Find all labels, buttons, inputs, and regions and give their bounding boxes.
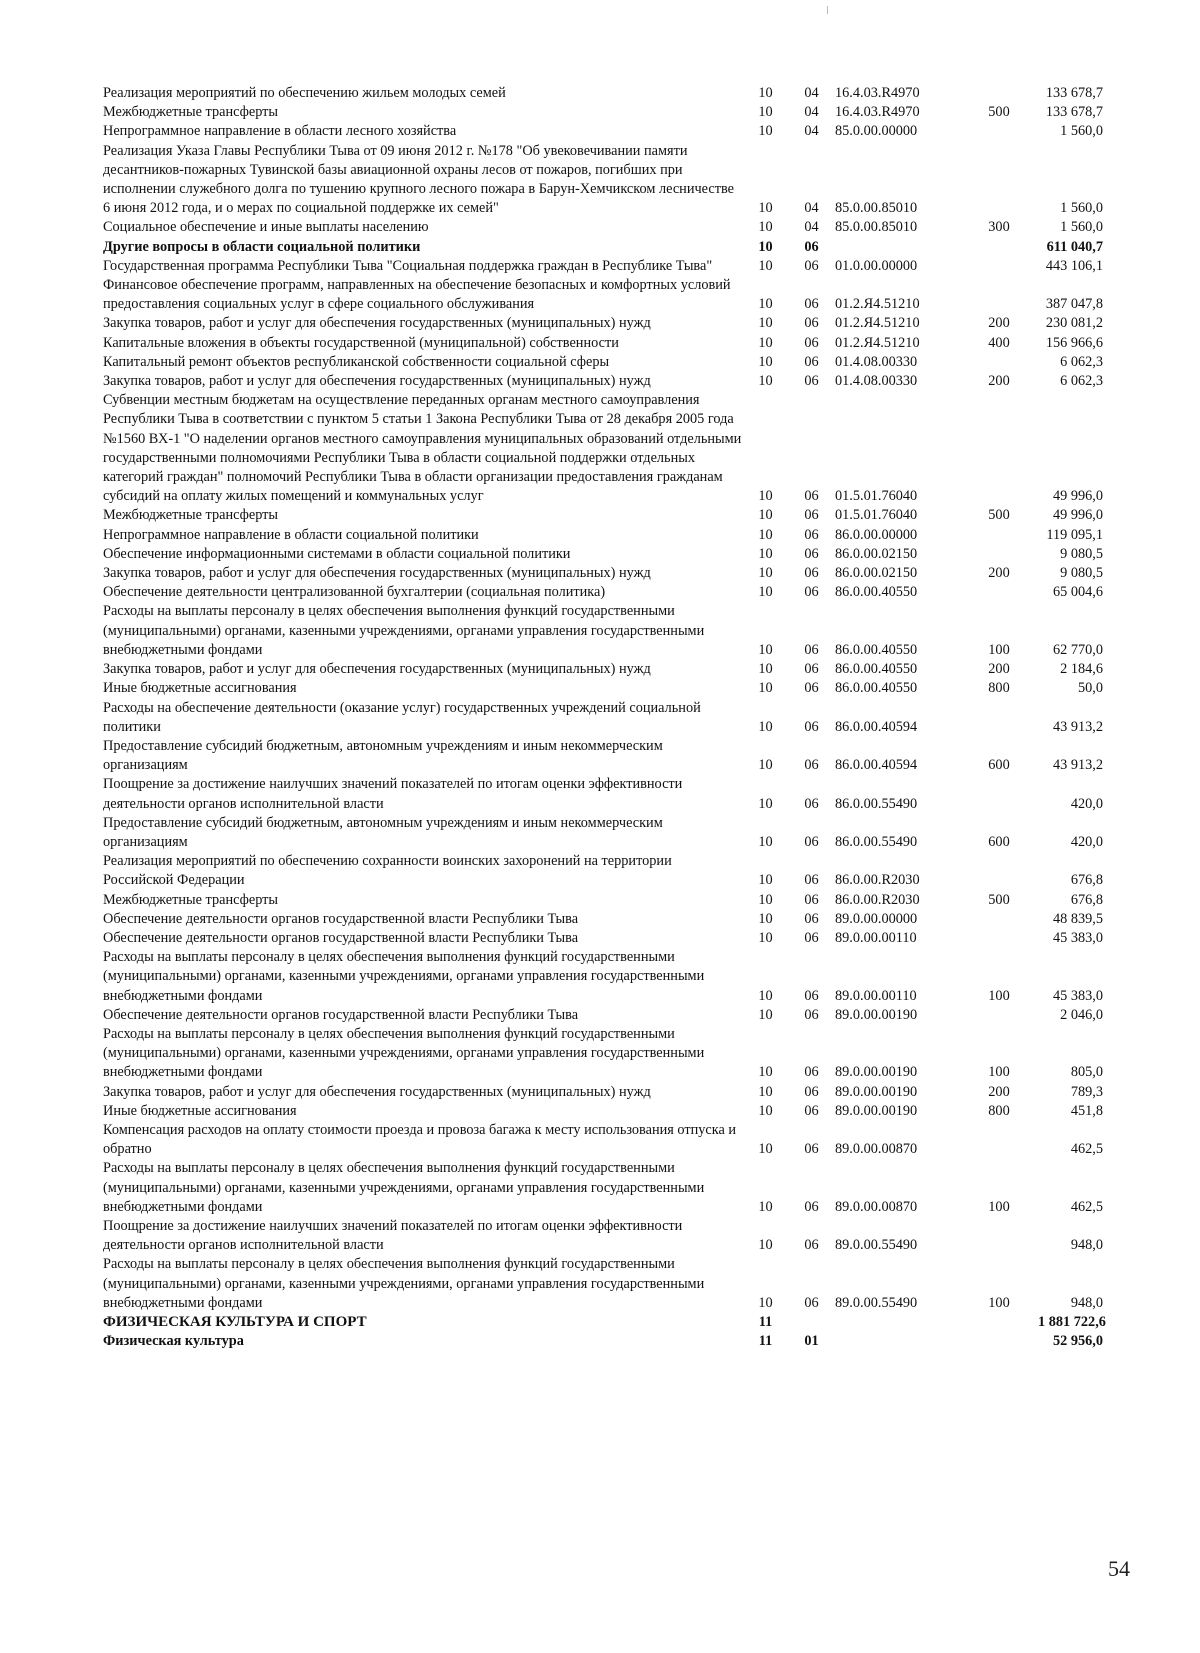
target-article-code: 89.0.00.00870 xyxy=(835,1198,918,1215)
section-code: 10 xyxy=(758,718,773,735)
target-article-code: 89.0.00.00000 xyxy=(835,910,918,927)
expense-type-code xyxy=(960,142,1038,219)
expense-type-code xyxy=(960,1313,1038,1332)
subsection-code: 01 xyxy=(804,1333,819,1350)
subsection-code: 06 xyxy=(804,987,819,1004)
section-code: 10 xyxy=(758,123,773,140)
row-name: Физическая культура xyxy=(103,1333,244,1350)
amount: 133 678,7 xyxy=(1045,85,1103,101)
expense-type-code xyxy=(960,1332,1038,1351)
section-code: 10 xyxy=(758,526,773,543)
section-code: 10 xyxy=(758,565,773,582)
table-row xyxy=(103,391,1103,506)
table-row xyxy=(103,526,1103,545)
section-code: 10 xyxy=(758,85,773,101)
table-row xyxy=(103,699,1103,737)
section-code: 10 xyxy=(758,334,773,351)
subsection-code: 06 xyxy=(804,315,819,332)
subsection-code: 06 xyxy=(804,1102,819,1119)
target-article-code: 89.0.00.00190 xyxy=(835,1102,918,1119)
table-row xyxy=(103,583,1103,602)
subsection-code: 06 xyxy=(804,373,819,390)
section-code: 10 xyxy=(758,641,773,658)
target-article-code: 01.5.01.76040 xyxy=(835,488,918,505)
target-article-code: 89.0.00.55490 xyxy=(835,1294,918,1311)
row-name: Финансовое обеспечение программ, направленных на обеспечение безопасных и комфортных условий предоставления социальных услуг в сфере социального обслуживания xyxy=(103,277,731,313)
row-name: Капитальные вложения в объекты государственной (муниципальной) собственности xyxy=(103,334,619,351)
amount: 52 956,0 xyxy=(1052,1333,1103,1350)
row-name: Компенсация расходов на оплату стоимости проезда и провоза багажа к месту использования отпуска и обратно xyxy=(103,1121,737,1158)
target-article-code: 89.0.00.00190 xyxy=(835,1083,918,1100)
amount: 443 106,1 xyxy=(1045,257,1103,274)
section-code: 10 xyxy=(758,488,773,505)
expense-type-code: 800 xyxy=(988,680,1010,697)
subsection-code: 06 xyxy=(804,891,819,908)
table-row xyxy=(103,103,1103,122)
expense-type-code xyxy=(960,257,1038,276)
subsection-code: 06 xyxy=(804,1141,819,1158)
target-article-code: 85.0.00.85010 xyxy=(835,200,918,217)
subsection-code: 06 xyxy=(804,680,819,697)
page-number: 54 xyxy=(1108,1556,1130,1581)
expense-type-code xyxy=(960,526,1038,545)
expense-type-code: 400 xyxy=(988,334,1010,351)
subsection-code: 06 xyxy=(804,238,819,255)
amount: 48 839,5 xyxy=(1052,910,1103,927)
section-code: 10 xyxy=(758,296,773,313)
table-row xyxy=(103,1102,1103,1121)
row-name: Расходы на выплаты персоналу в целях обеспечения выполнения функций государственными (муниципальными) органами, казенными учреждениями, органами управления государственными внебюджетными фондами xyxy=(103,603,705,658)
row-name: Социальное обеспечение и иные выплаты населению xyxy=(103,219,429,236)
table-row xyxy=(103,602,1103,660)
target-article-code: 01.2.Я4.51210 xyxy=(835,315,920,332)
section-code: 10 xyxy=(758,200,773,217)
expense-type-code: 800 xyxy=(988,1102,1010,1119)
table-row xyxy=(103,122,1103,141)
subsection-code: 06 xyxy=(804,545,819,562)
row-name: Расходы на выплаты персоналу в целях обеспечения выполнения функций государственными (муниципальными) органами, казенными учреждениями, органами управления государственными внебюджетными фондами xyxy=(103,1160,705,1215)
section-code: 10 xyxy=(758,910,773,927)
section-code: 10 xyxy=(758,1006,773,1023)
expense-type-code: 200 xyxy=(988,373,1010,390)
amount: 1 560,0 xyxy=(1060,200,1103,217)
target-article-code: 89.0.00.00190 xyxy=(835,1064,918,1081)
table-row xyxy=(103,1159,1103,1217)
table-row xyxy=(103,257,1103,276)
row-name: Межбюджетные трансферты xyxy=(103,891,279,908)
table-row xyxy=(103,314,1103,333)
row-name: Расходы на выплаты персоналу в целях обеспечения выполнения функций государственными (муниципальными) органами, казенными учреждениями, органами управления государственными внебюджетными фондами xyxy=(103,949,705,1004)
amount: 62 770,0 xyxy=(1052,641,1103,658)
row-name: Обеспечение деятельности органов государственной власти Республики Тыва xyxy=(103,1006,579,1023)
section-code: 10 xyxy=(758,353,773,370)
amount: 805,0 xyxy=(1070,1064,1103,1081)
table-row xyxy=(103,929,1103,948)
row-name: Обеспечение информационными системами в области социальной политики xyxy=(103,545,571,562)
row-name: Предоставление субсидий бюджетным, автономным учреждениям и иным некоммерческим организациям xyxy=(103,737,663,774)
amount: 1 881 722,6 xyxy=(1038,1314,1106,1330)
expense-type-code xyxy=(960,1006,1038,1025)
table-row xyxy=(103,564,1103,583)
amount: 9 080,5 xyxy=(1060,565,1103,582)
expense-type-code xyxy=(960,852,1038,890)
section-code: 10 xyxy=(758,1064,773,1081)
budget-rows xyxy=(103,84,1106,1351)
amount: 230 081,2 xyxy=(1045,315,1103,332)
target-article-code: 16.4.03.R4970 xyxy=(835,104,920,121)
target-article-code: 01.2.Я4.51210 xyxy=(835,296,920,313)
expense-type-code: 200 xyxy=(988,565,1010,582)
subsection-code: 06 xyxy=(804,526,819,543)
target-article-code: 89.0.00.00870 xyxy=(835,1141,918,1158)
row-name: Межбюджетные трансферты xyxy=(103,104,279,121)
subsection-code: 06 xyxy=(804,1083,819,1100)
target-article-code: 86.0.00.40594 xyxy=(835,718,918,735)
target-article-code: 16.4.03.R4970 xyxy=(835,85,920,101)
amount: 49 996,0 xyxy=(1052,488,1103,505)
expense-type-code: 600 xyxy=(988,833,1010,850)
expense-type-code: 300 xyxy=(988,219,1010,236)
amount: 1 560,0 xyxy=(1060,219,1103,236)
target-article-code: 86.0.00.40550 xyxy=(835,661,918,678)
section-code: 10 xyxy=(758,891,773,908)
target-article-code: 86.0.00.R2030 xyxy=(835,891,920,908)
amount: 65 004,6 xyxy=(1052,584,1103,601)
expense-type-code: 100 xyxy=(988,1064,1010,1081)
subsection-code: 06 xyxy=(804,661,819,678)
section-code: 10 xyxy=(758,238,773,255)
table-row xyxy=(103,737,1103,775)
amount: 948,0 xyxy=(1070,1237,1103,1254)
row-name: Обеспечение деятельности централизованной бухгалтерии (социальная политика) xyxy=(103,584,606,601)
expense-type-code: 200 xyxy=(988,1083,1010,1100)
row-name: Обеспечение деятельности органов государственной власти Республики Тыва xyxy=(103,910,579,927)
section-code: 10 xyxy=(758,987,773,1004)
expense-type-code xyxy=(960,84,1038,103)
expense-type-code: 100 xyxy=(988,1294,1010,1311)
subsection-code: 04 xyxy=(804,85,819,101)
subsection-code: 06 xyxy=(804,1294,819,1311)
section-code: 10 xyxy=(758,757,773,774)
expense-type-code xyxy=(960,276,1038,314)
expense-type-code xyxy=(960,391,1038,506)
table-row xyxy=(103,84,1103,103)
section-code: 11 xyxy=(758,1333,773,1350)
row-name: Непрограммное направление в области лесного хозяйства xyxy=(103,123,457,140)
expense-type-code xyxy=(960,238,1038,257)
expense-type-code: 100 xyxy=(988,641,1010,658)
target-article-code: 01.2.Я4.51210 xyxy=(835,334,920,351)
section-code: 10 xyxy=(758,1198,773,1215)
table-row xyxy=(103,238,1103,257)
table-row xyxy=(103,334,1103,353)
amount: 462,5 xyxy=(1070,1198,1103,1215)
row-name: ФИЗИЧЕСКАЯ КУЛЬТУРА И СПОРТ xyxy=(103,1314,367,1330)
row-name: Закупка товаров, работ и услуг для обеспечения государственных (муниципальных) нужд xyxy=(103,315,651,332)
target-article-code: 01.0.00.00000 xyxy=(835,257,918,274)
row-name: Реализация мероприятий по обеспечению жильем молодых семей xyxy=(103,85,506,101)
expense-type-code: 500 xyxy=(988,891,1010,908)
expense-type-code: 500 xyxy=(988,507,1010,524)
amount: 43 913,2 xyxy=(1052,757,1103,774)
subsection-code: 06 xyxy=(804,795,819,812)
amount: 6 062,3 xyxy=(1060,353,1103,370)
subsection-code: 06 xyxy=(804,1198,819,1215)
budget-table xyxy=(103,84,1106,1351)
expense-type-code: 200 xyxy=(988,661,1010,678)
section-code: 10 xyxy=(758,929,773,946)
amount: 948,0 xyxy=(1070,1294,1103,1311)
scan-mark xyxy=(827,6,828,14)
amount: 611 040,7 xyxy=(1046,238,1103,255)
subsection-code: 06 xyxy=(804,641,819,658)
amount: 676,8 xyxy=(1070,891,1103,908)
subsection-code xyxy=(788,1313,835,1332)
expense-type-code: 100 xyxy=(988,987,1010,1004)
row-name: Другие вопросы в области социальной политики xyxy=(103,238,421,255)
table-row xyxy=(103,1255,1103,1313)
amount: 420,0 xyxy=(1070,795,1103,812)
target-article-code: 86.0.00.02150 xyxy=(835,545,918,562)
subsection-code: 06 xyxy=(804,872,819,889)
row-name: Закупка товаров, работ и услуг для обеспечения государственных (муниципальных) нужд xyxy=(103,1083,651,1100)
row-name: Поощрение за достижение наилучших значений показателей по итогам оценки эффективности деятельности органов исполнительной власти xyxy=(103,776,683,812)
table-row xyxy=(103,775,1103,813)
table-row xyxy=(103,545,1103,564)
table-row xyxy=(103,679,1103,698)
section-code: 10 xyxy=(758,257,773,274)
subsection-code: 04 xyxy=(804,123,819,140)
expense-type-code: 600 xyxy=(988,757,1010,774)
section-code: 10 xyxy=(758,1294,773,1311)
target-article-code: 86.0.00.00000 xyxy=(835,526,918,543)
expense-type-code: 200 xyxy=(988,315,1010,332)
section-code: 10 xyxy=(758,219,773,236)
table-row xyxy=(103,1025,1103,1083)
amount: 9 080,5 xyxy=(1060,545,1103,562)
section-code: 10 xyxy=(758,507,773,524)
target-article-code: 86.0.00.40594 xyxy=(835,757,918,774)
row-name: Закупка товаров, работ и услуг для обеспечения государственных (муниципальных) нужд xyxy=(103,661,651,678)
section-code: 10 xyxy=(758,795,773,812)
table-row xyxy=(103,910,1103,929)
section-code: 10 xyxy=(758,584,773,601)
target-article-code xyxy=(835,238,960,257)
subsection-code: 04 xyxy=(804,104,819,121)
row-name: Поощрение за достижение наилучших значений показателей по итогам оценки эффективности деятельности органов исполнительной власти xyxy=(103,1217,683,1254)
subsection-code: 06 xyxy=(804,757,819,774)
section-code: 11 xyxy=(758,1314,773,1330)
subsection-code: 06 xyxy=(804,1006,819,1023)
amount: 119 095,1 xyxy=(1046,526,1103,543)
table-row xyxy=(103,814,1103,852)
expense-type-code xyxy=(960,545,1038,564)
target-article-code: 86.0.00.40550 xyxy=(835,641,918,658)
subsection-code: 06 xyxy=(804,353,819,370)
subsection-code: 06 xyxy=(804,833,819,850)
row-name: Реализация Указа Главы Республики Тыва от 09 июня 2012 г. №178 "Об увековечивании памяти десантников-пожарных Тувинской базы авиационной охраны лесов от пожаров, погибших при исполнении служебного долга по тушению крупного лесного пожара в Барун-Хемчикском лесничестве 6 июня 2012 года, и о мерах по социальной поддержке их семей" xyxy=(103,142,734,217)
target-article-code: 86.0.00.55490 xyxy=(835,833,918,850)
target-article-code: 89.0.00.55490 xyxy=(835,1237,918,1254)
target-article-code xyxy=(835,1332,960,1351)
table-row xyxy=(103,372,1103,391)
section-code: 10 xyxy=(758,104,773,121)
target-article-code: 86.0.00.02150 xyxy=(835,565,918,582)
target-article-code: 01.4.08.00330 xyxy=(835,373,918,390)
row-name: Субвенции местным бюджетам на осуществление переданных органам местного самоуправления Республики Тыва в соответствии с пунктом 5 статьи 1 Закона Республики Тыва от 28 декабря 2005 года №1560 ВХ-1 "О наделении органов местного самоуправления муниципальных образований отдельными государственными полномочиями Республики Тыва в области социальной поддержки отдельных категорий граждан" полномочий Республики Тыва в области организации предоставления гражданам субсидий на оплату жилых помещений и коммунальных услуг xyxy=(103,392,742,505)
amount: 462,5 xyxy=(1070,1141,1103,1158)
amount: 156 966,6 xyxy=(1045,334,1103,351)
target-article-code: 86.0.00.R2030 xyxy=(835,872,920,889)
table-row xyxy=(103,1332,1103,1351)
table-row xyxy=(103,353,1103,372)
subsection-code: 06 xyxy=(804,334,819,351)
row-name: Расходы на выплаты персоналу в целях обеспечения выполнения функций государственными (муниципальными) органами, казенными учреждениями, органами управления государственными внебюджетными фондами xyxy=(103,1256,705,1311)
row-name: Государственная программа Республики Тыва "Социальная поддержка граждан в Республике Тыва" xyxy=(103,257,713,274)
target-article-code: 85.0.00.85010 xyxy=(835,219,918,236)
amount: 789,3 xyxy=(1070,1083,1103,1100)
table-row xyxy=(103,1006,1103,1025)
expense-type-code xyxy=(960,353,1038,372)
table-row xyxy=(103,891,1103,910)
table-row xyxy=(103,1083,1103,1102)
expense-type-code xyxy=(960,1121,1038,1159)
row-name: Расходы на выплаты персоналу в целях обеспечения выполнения функций государственными (муниципальными) органами, казенными учреждениями, органами управления государственными внебюджетными фондами xyxy=(103,1025,705,1081)
table-row xyxy=(103,948,1103,1006)
expense-type-code xyxy=(960,929,1038,948)
expense-type-code xyxy=(960,775,1038,813)
table-row xyxy=(103,852,1103,890)
expense-type-code xyxy=(960,910,1038,929)
subsection-code: 06 xyxy=(804,257,819,274)
target-article-code: 89.0.00.00190 xyxy=(835,1006,918,1023)
row-name: Обеспечение деятельности органов государственной власти Республики Тыва xyxy=(103,929,579,946)
row-name: Закупка товаров, работ и услуг для обеспечения государственных (муниципальных) нужд xyxy=(103,565,651,582)
subsection-code: 04 xyxy=(804,200,819,217)
table-row xyxy=(103,506,1103,525)
subsection-code: 06 xyxy=(804,929,819,946)
subsection-code: 06 xyxy=(804,488,819,505)
section-code: 10 xyxy=(758,680,773,697)
table-row xyxy=(103,1217,1103,1255)
row-name: Иные бюджетные ассигнования xyxy=(103,1102,297,1119)
row-name: Расходы на обеспечение деятельности (оказание услуг) государственных учреждений социальной политики xyxy=(103,699,701,735)
row-name: Закупка товаров, работ и услуг для обеспечения государственных (муниципальных) нужд xyxy=(103,373,651,390)
section-code: 10 xyxy=(758,833,773,850)
subsection-code: 06 xyxy=(804,910,819,927)
section-code: 10 xyxy=(758,1102,773,1119)
amount: 676,8 xyxy=(1070,872,1103,889)
table-row xyxy=(103,276,1103,314)
section-code: 10 xyxy=(758,1237,773,1254)
section-code: 10 xyxy=(758,1083,773,1100)
section-code: 10 xyxy=(758,315,773,332)
amount: 451,8 xyxy=(1070,1102,1103,1119)
row-name: Реализация мероприятий по обеспечению сохранности воинских захоронений на территории Российской Федерации xyxy=(103,853,672,889)
target-article-code xyxy=(835,1313,960,1332)
subsection-code: 06 xyxy=(804,507,819,524)
amount: 43 913,2 xyxy=(1052,718,1103,735)
expense-type-code xyxy=(960,583,1038,602)
target-article-code: 89.0.00.00110 xyxy=(835,929,917,946)
expense-type-code xyxy=(960,699,1038,737)
target-article-code: 89.0.00.00110 xyxy=(835,987,917,1004)
table-row xyxy=(103,142,1103,219)
expense-type-code xyxy=(960,122,1038,141)
expense-type-code: 500 xyxy=(988,104,1010,121)
subsection-code: 06 xyxy=(804,565,819,582)
subsection-code: 06 xyxy=(804,1237,819,1254)
amount: 133 678,7 xyxy=(1045,104,1103,121)
row-name: Межбюджетные трансферты xyxy=(103,507,279,524)
subsection-code: 06 xyxy=(804,296,819,313)
target-article-code: 85.0.00.00000 xyxy=(835,123,918,140)
amount: 6 062,3 xyxy=(1060,373,1103,390)
amount: 2 046,0 xyxy=(1060,1006,1103,1023)
target-article-code: 86.0.00.55490 xyxy=(835,795,918,812)
amount: 50,0 xyxy=(1077,680,1103,697)
amount: 45 383,0 xyxy=(1052,929,1103,946)
section-code: 10 xyxy=(758,373,773,390)
amount: 2 184,6 xyxy=(1060,661,1103,678)
row-name: Непрограммное направление в области социальной политики xyxy=(103,526,479,543)
amount: 49 996,0 xyxy=(1052,507,1103,524)
subsection-code: 06 xyxy=(804,584,819,601)
table-row xyxy=(103,660,1103,679)
row-name: Предоставление субсидий бюджетным, автономным учреждениям и иным некоммерческим организациям xyxy=(103,814,663,850)
table-row xyxy=(103,1313,1103,1332)
target-article-code: 86.0.00.40550 xyxy=(835,680,918,697)
section-code: 10 xyxy=(758,661,773,678)
subsection-code: 06 xyxy=(804,1064,819,1081)
section-code: 10 xyxy=(758,872,773,889)
amount: 45 383,0 xyxy=(1052,987,1103,1004)
amount: 420,0 xyxy=(1070,833,1103,850)
section-code: 10 xyxy=(758,545,773,562)
table-row xyxy=(103,218,1103,237)
expense-type-code xyxy=(960,1217,1038,1255)
table-row xyxy=(103,1121,1103,1159)
row-name: Капитальный ремонт объектов республиканской собственности социальной сферы xyxy=(103,353,610,370)
target-article-code: 01.4.08.00330 xyxy=(835,353,918,370)
amount: 1 560,0 xyxy=(1060,123,1103,140)
section-code: 10 xyxy=(758,1141,773,1158)
expense-type-code: 100 xyxy=(988,1198,1010,1215)
amount: 387 047,8 xyxy=(1045,296,1103,313)
subsection-code: 06 xyxy=(804,718,819,735)
target-article-code: 86.0.00.40550 xyxy=(835,584,918,601)
subsection-code: 04 xyxy=(804,219,819,236)
row-name: Иные бюджетные ассигнования xyxy=(103,680,297,697)
target-article-code: 01.5.01.76040 xyxy=(835,507,918,524)
